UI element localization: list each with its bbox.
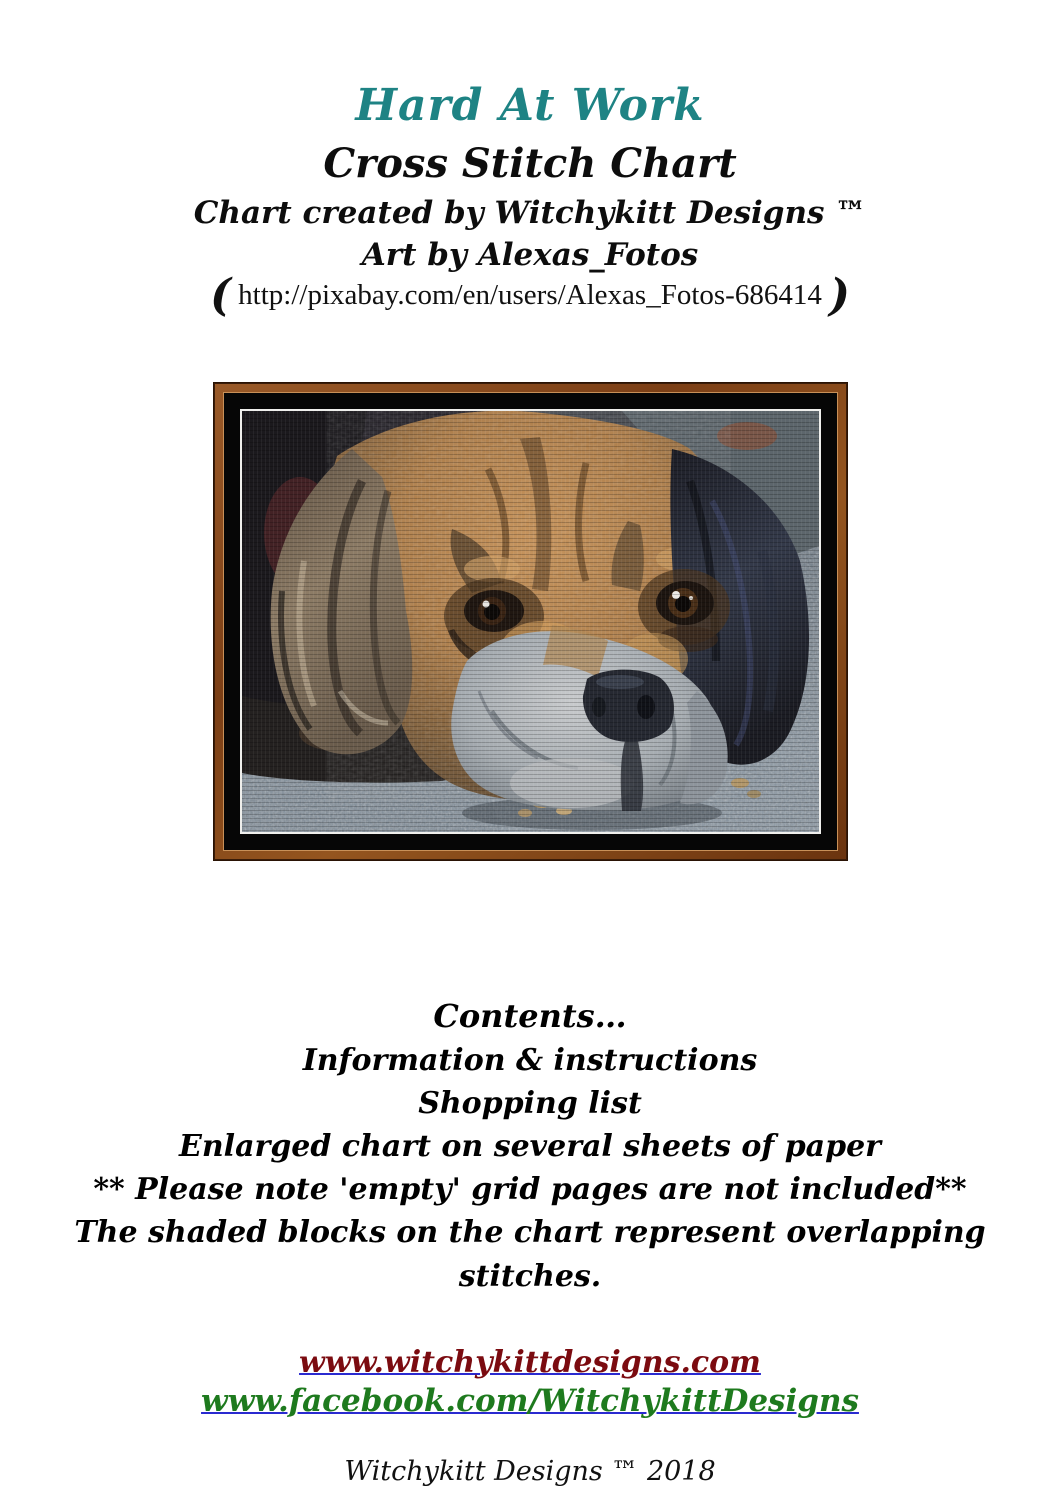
website-link[interactable]: www.witchykittdesigns.com <box>299 1344 761 1380</box>
contents-heading: Contents… <box>433 997 627 1036</box>
facebook-link[interactable]: www.facebook.com/WitchykittDesigns <box>201 1383 859 1420</box>
artwork-frame <box>213 382 848 861</box>
source-url: http://pixabay.com/en/users/Alexas_Fotos-686414 <box>238 278 822 311</box>
source-url-line <box>0 269 1060 321</box>
paren-close: ) <box>829 269 850 321</box>
contents-item: The shaded blocks on the chart represent overlapping stitches. <box>74 1215 986 1294</box>
artwork-fabric-edge <box>240 409 821 834</box>
credit-line-2: Art by Alexas_Fotos <box>361 237 699 274</box>
page-title: Hard At Work <box>355 80 705 131</box>
contents-item: ** Please note 'empty' grid pages are not included** <box>93 1172 967 1208</box>
copyright-text: Witchykitt Designs ™ 2018 <box>344 1455 716 1487</box>
stitch-texture-overlay <box>242 411 819 832</box>
paren-open: ( <box>210 269 231 321</box>
artwork-mat <box>223 392 838 851</box>
contents-item: Shopping list <box>418 1085 642 1121</box>
credit-line-1: Chart created by Witchykitt Designs ™ <box>193 195 867 232</box>
contents-item: Information & instructions <box>302 1042 758 1078</box>
contents-item: Enlarged chart on several sheets of paper <box>179 1129 881 1165</box>
page-subtitle: Cross Stitch Chart <box>323 140 737 188</box>
contents-section <box>0 995 1060 1297</box>
artwork-image <box>242 411 819 832</box>
links-section <box>0 1344 1060 1422</box>
